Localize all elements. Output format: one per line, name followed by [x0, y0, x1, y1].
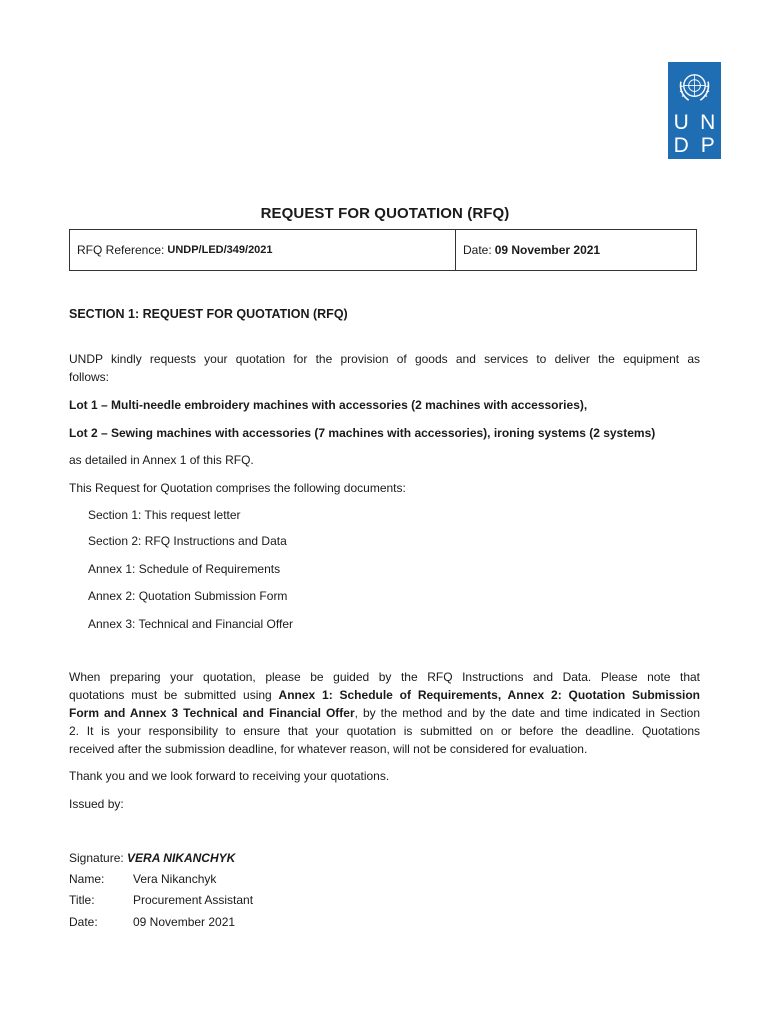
rfq-reference-label: RFQ Reference:: [77, 243, 165, 257]
date-value: 09 November 2021: [133, 915, 236, 929]
logo-letter: P: [700, 133, 715, 157]
signature-label: Signature:: [69, 851, 124, 865]
guidance-bold-text: Form and Annex 3 Technical and Financial Offer: [69, 706, 355, 720]
undp-logo: [668, 62, 721, 159]
document-title: REQUEST FOR QUOTATION (RFQ): [260, 205, 510, 222]
document-item: Annex 3: Technical and Financial Offer: [88, 617, 294, 631]
name-value: Vera Nikanchyk: [133, 872, 217, 886]
intro-paragraph: [69, 350, 700, 386]
guidance-paragraph: [69, 668, 700, 758]
guidance-bold-text: Annex 1: Schedule of Requirements, Annex 2: Quotation Submission: [278, 688, 700, 702]
un-emblem-icon: [675, 68, 714, 107]
intro-line: UNDP kindly requests your quotation for the provision of goods and services to deliver the equipment as: [69, 352, 700, 366]
guidance-line: [69, 704, 700, 722]
issued-by-text: Issued by:: [69, 797, 124, 811]
undp-letters: [668, 112, 721, 157]
name-row: [69, 870, 216, 888]
document-item: Annex 1: Schedule of Requirements: [88, 562, 281, 576]
guidance-line: 2. It is your responsibility to ensure that your quotation is submitted on or before the deadline. Quotations: [69, 724, 700, 738]
rfq-date-cell: [456, 230, 696, 270]
documents-intro: This Request for Quotation comprises the following documents:: [69, 481, 406, 495]
thanks-text: Thank you and we look forward to receiving your quotations.: [69, 769, 390, 783]
document-item: Section 1: This request letter: [88, 508, 241, 522]
document-item: Annex 2: Quotation Submission Form: [88, 589, 288, 603]
intro-line: follows:: [69, 370, 110, 384]
logo-letter: N: [700, 111, 716, 134]
guidance-text: quotations must be submitted using: [69, 688, 279, 702]
lot-2: Lot 2 – Sewing machines with accessories (7 machines with accessories), ironing systems (2 systems): [69, 426, 656, 440]
lot-1: Lot 1 – Multi-needle embroidery machines with accessories (2 machines with accessories),: [69, 398, 588, 412]
signature-value: VERA NIKANCHYK: [127, 851, 236, 865]
guidance-text: , by the method and by the date and time indicated in Section: [354, 706, 700, 720]
rfq-reference-value: UNDP/LED/349/2021: [167, 244, 273, 256]
rfq-reference-cell: [70, 230, 456, 270]
guidance-line: received after the submission deadline, for whatever reason, will not be considered for evaluation.: [69, 742, 588, 756]
rfq-date-label: Date:: [463, 243, 492, 257]
signature-row: [69, 849, 235, 867]
section-heading: SECTION 1: REQUEST FOR QUOTATION (RFQ): [69, 307, 348, 321]
guidance-line: [69, 686, 700, 704]
rfq-date-value: 09 November 2021: [494, 243, 601, 257]
date-label: Date:: [69, 915, 98, 929]
title-label: Title:: [69, 893, 95, 907]
date-row: [69, 913, 235, 931]
name-label: Name:: [69, 872, 105, 886]
title-row: [69, 891, 253, 909]
annex-note: as detailed in Annex 1 of this RFQ.: [69, 453, 254, 467]
guidance-line: When preparing your quotation, please be guided by the RFQ Instructions and Data. Please note that: [69, 670, 700, 684]
title-value: Procurement Assistant: [133, 893, 254, 907]
logo-letter: U: [673, 111, 689, 134]
document-item: Section 2: RFQ Instructions and Data: [88, 534, 287, 548]
logo-letter: D: [673, 133, 689, 157]
reference-table: [69, 229, 697, 271]
